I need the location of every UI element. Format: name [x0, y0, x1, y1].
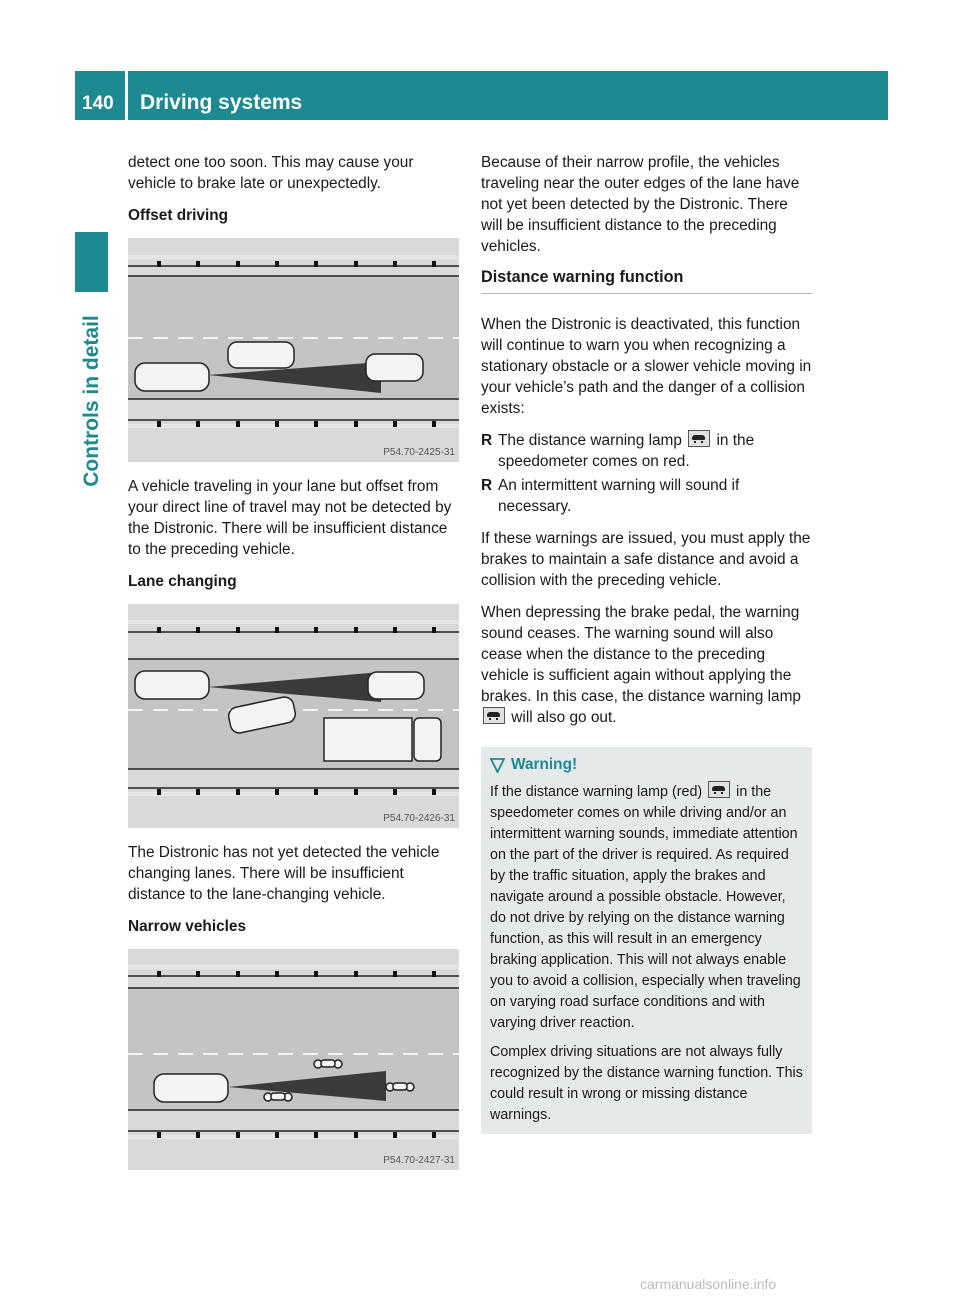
warning-paragraph: If the distance warning lamp (red) in the speedometer comes on while driving and/or an intermittent warning sounds, immediate attention on the part of the driver is required. As required by the traffic situation, apply the brakes and navigate around a possible obstacle. However, do not drive by relying on the distance warning function, as this will result in an emergency braking application. This will not always enable you to avoid a collision, especially when traveling on varying road surface conditions and with varying driver reaction. — [490, 781, 803, 1034]
distance-warning-lamp-icon — [483, 707, 505, 724]
watermark: carmanualsonline.info — [640, 1276, 777, 1292]
page-number: 140 — [82, 93, 114, 114]
bullet-mark: R — [481, 432, 493, 449]
section-title: Driving systems — [140, 91, 303, 114]
distance-warning-lamp-icon — [708, 781, 730, 798]
figure-code: P54.70-2425-31 — [383, 447, 455, 458]
warning-box — [481, 747, 812, 1134]
left-column — [128, 152, 460, 1184]
side-tab-label: Controls in detail — [79, 315, 103, 487]
bullet-list — [481, 430, 812, 517]
offset-driving-figure — [128, 238, 459, 462]
warning-sound-paragraph: When depressing the brake pedal, the warning sound ceases. The warning sound will also cease when the distance to the preceding vehicle is sufficient again without applying the brakes. In this case, the distance warning lamp will also go out. — [481, 604, 801, 726]
offset-driving-text: A vehicle traveling in your lane but offset from your direct line of travel may not be detected by the Distronic. There will be insufficient distance to the preceding vehicle. — [128, 478, 452, 558]
header-divider — [125, 71, 128, 120]
bullet-mark: R — [481, 477, 493, 494]
narrow-vehicles-heading: Narrow vehicles — [128, 918, 247, 935]
right-column — [481, 152, 812, 1134]
distance-warning-intro: When the Distronic is deactivated, this function will continue to warn you when recognizing a stationary obstacle or a slower vehicle moving in your vehicle’s path and the danger of a collision exists: — [481, 316, 812, 417]
brake-paragraph: If these warnings are issued, you must apply the brakes to maintain a safe distance and avoid a collision with the preceding vehicle. — [481, 530, 811, 589]
figure-code: P54.70-2427-31 — [383, 1155, 455, 1166]
warning-paragraph: Complex driving situations are not always fully recognized by the distance warning function. This could result in wrong or missing distance warnings. — [490, 1044, 803, 1123]
warning-triangle-icon — [490, 757, 505, 773]
lane-changing-figure — [128, 604, 459, 828]
side-tab-marker — [75, 232, 108, 292]
offset-driving-heading: Offset driving — [128, 207, 229, 224]
warning-heading: Warning! — [490, 756, 803, 774]
figure-code: P54.70-2426-31 — [383, 813, 455, 824]
narrow-vehicles-figure — [128, 949, 459, 1170]
list-item: R The distance warning lamp in the speedometer comes on red. — [481, 432, 755, 470]
list-item: R An intermittent warning will sound if necessary. — [481, 477, 740, 515]
narrow-vehicles-text: Because of their narrow profile, the vehicles traveling near the outer edges of the lane have not yet been detected by the Distronic. There will be insufficient distance to the preceding vehicles. — [481, 154, 800, 255]
distance-warning-heading: Distance warning function — [481, 268, 812, 294]
lane-changing-text: The Distronic has not yet detected the vehicle changing lanes. There will be insufficient distance to the lane-changing vehicle. — [128, 844, 440, 903]
lane-changing-heading: Lane changing — [128, 573, 237, 590]
distance-warning-lamp-icon — [688, 430, 710, 447]
intro-paragraph: detect one too soon. This may cause your vehicle to brake late or unexpectedly. — [128, 154, 414, 192]
